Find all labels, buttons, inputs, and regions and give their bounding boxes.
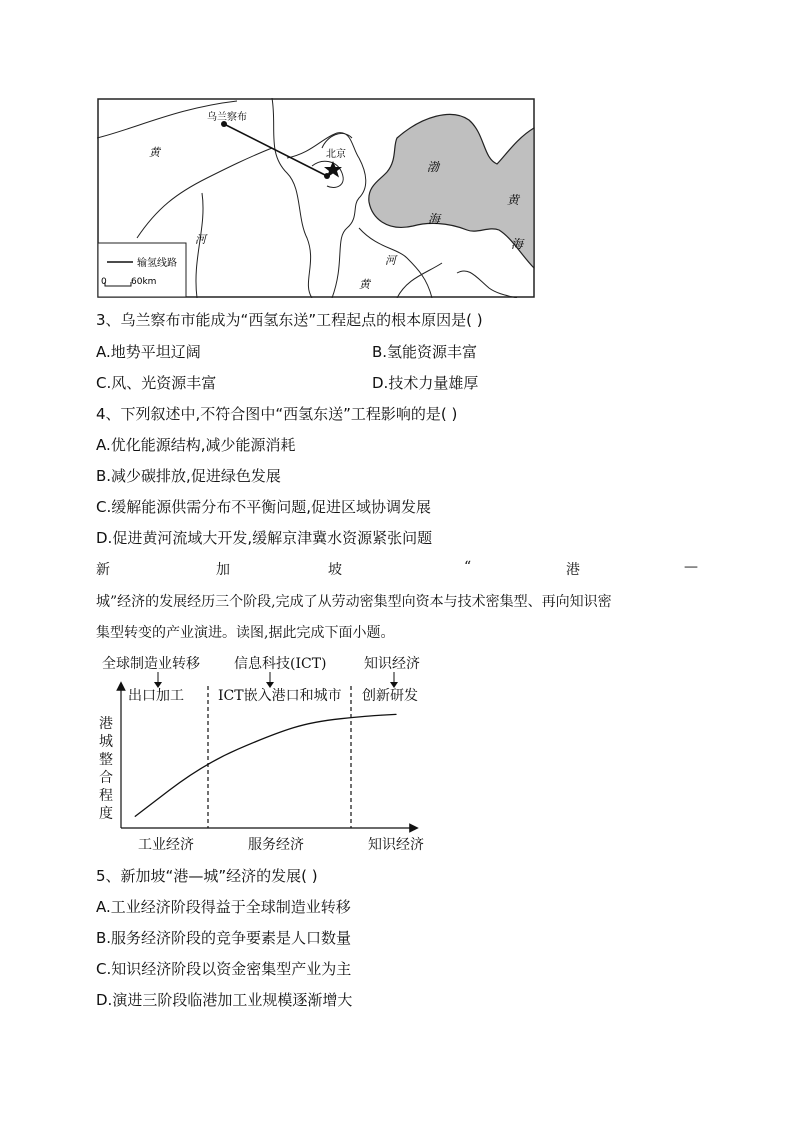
question-4-stem: 4、下列叙述中,不符合图中“西氢东送”工程影响的是( ): [96, 405, 458, 423]
intro-char: —: [684, 559, 698, 575]
q4-option-b[interactable]: B.减少碳排放,促进绿色发展: [96, 467, 281, 485]
intro-line-3: 集型转变的产业演进。读图,据此完成下面小题。: [96, 625, 395, 641]
intro-char: 加: [216, 562, 230, 578]
port-city-chart: [96, 650, 436, 860]
integration-trend-curve: [135, 714, 396, 816]
q5-option-b[interactable]: B.服务经济阶段的竞争要素是人口数量: [96, 929, 352, 947]
y-axis-char: 合: [99, 770, 113, 786]
y-axis-char: 度: [99, 806, 113, 822]
q5-option-d[interactable]: D.演进三阶段临港加工业规模逐渐增大: [96, 991, 353, 1009]
hydrogen-pipeline-map: [97, 98, 535, 298]
map-label-huang-sea: 黄: [507, 193, 520, 207]
stage-label-3: 知识经济: [368, 837, 424, 853]
intro-char: “: [464, 559, 472, 575]
map-label-he-left: 河: [195, 233, 206, 246]
q4-option-c[interactable]: C.缓解能源供需分布不平衡问题,促进区域协调发展: [96, 498, 432, 516]
activity-label-3: 创新研发: [362, 688, 418, 704]
question-3-stem: 3、乌兰察布市能成为“西氢东送”工程起点的根本原因是( ): [96, 311, 483, 329]
activity-label-1: 出口加工: [128, 688, 184, 704]
legend-scale-value: 60km: [131, 277, 157, 287]
driver-label-3: 知识经济: [364, 656, 420, 672]
legend-pipeline-label: 输氢线路: [137, 258, 177, 269]
legend-scale-zero: 0: [101, 277, 107, 287]
map-label-hai: 海: [428, 212, 441, 226]
map-label-hai-sea: 海: [511, 237, 524, 251]
map-label-huang-top: 黄: [149, 146, 160, 159]
map-label-he-bottom: 河: [385, 254, 396, 267]
driver-label-2: 信息科技(ICT): [234, 656, 327, 672]
intro-char: 新: [96, 562, 110, 578]
intro-line-2: 城”经济的发展经历三个阶段,完成了从劳动密集型向资本与技术密集型、再向知识密: [96, 594, 612, 610]
map-label-wulanchabu: 乌兰察布: [207, 112, 247, 123]
driver-label-1: 全球制造业转移: [102, 656, 200, 672]
q3-option-d[interactable]: D.技术力量雄厚: [372, 374, 479, 392]
q5-option-a[interactable]: A.工业经济阶段得益于全球制造业转移: [96, 898, 351, 916]
y-axis-char: 城: [99, 734, 113, 750]
activity-label-2: ICT嵌入港口和城市: [218, 688, 342, 704]
q3-option-b[interactable]: B.氢能资源丰富: [372, 343, 478, 361]
map-label-huang-bottom: 黄: [359, 278, 370, 291]
map-label-bo: 渤: [427, 160, 440, 174]
stage-label-2: 服务经济: [248, 837, 304, 853]
q4-option-a[interactable]: A.优化能源结构,减少能源消耗: [96, 436, 296, 454]
stage-label-1: 工业经济: [138, 837, 194, 853]
q5-option-c[interactable]: C.知识经济阶段以资金密集型产业为主: [96, 960, 352, 978]
q3-option-a[interactable]: A.地势平坦辽阔: [96, 343, 201, 361]
question-5-stem: 5、新加坡“港—城”经济的发展( ): [96, 867, 318, 885]
intro-line-1: [96, 559, 700, 581]
q4-option-d[interactable]: D.促进黄河流域大开发,缓解京津冀水资源紧张问题: [96, 529, 433, 547]
intro-char: 坡: [328, 562, 342, 578]
y-axis-char: 整: [99, 752, 113, 768]
y-axis-char: 程: [99, 788, 113, 804]
q3-option-c[interactable]: C.风、光资源丰富: [96, 374, 217, 392]
intro-char: 港: [566, 562, 580, 578]
y-axis-char: 港: [99, 716, 113, 732]
map-label-beijing: 北京: [326, 149, 346, 160]
